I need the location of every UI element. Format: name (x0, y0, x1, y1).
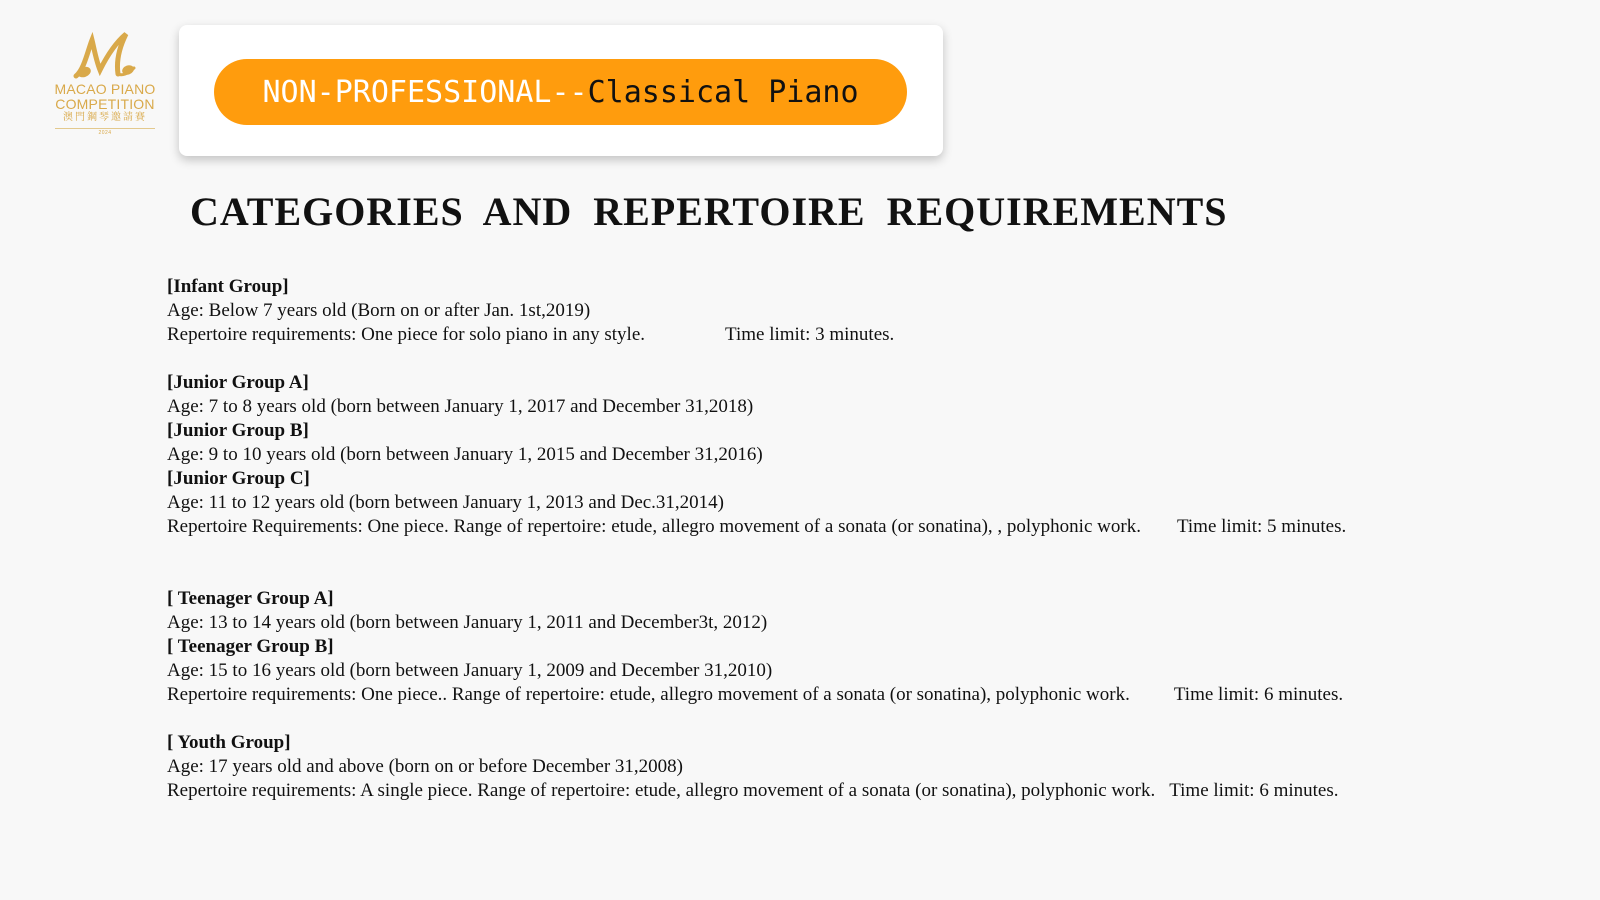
page-title: CATEGORIES AND REPERTOIRE REQUIREMENTS (190, 189, 1228, 234)
junior-group-repertoire: Repertoire Requirements: One piece. Range of repertoire: etude, allegro movement of a sonata (or sonatina), , polyphonic work. (167, 516, 1141, 537)
junior-group-b-heading: [Junior Group B] (167, 420, 309, 441)
logo-divider (55, 128, 155, 129)
junior-group-b-age: Age: 9 to 10 years old (born between January 1, 2015 and December 31,2016) (167, 444, 763, 465)
youth-group-repertoire-line (167, 779, 1587, 803)
category-banner-level: NON-PROFESSIONAL-- (262, 74, 588, 110)
logo-chinese-text: 澳門鋼琴邀請賽 (63, 112, 147, 123)
junior-group-c-heading: [Junior Group C] (167, 468, 310, 489)
infant-group-repertoire: Repertoire requirements: One piece for solo piano in any style. (167, 324, 646, 345)
logo-small-text: 2024 (98, 130, 112, 136)
junior-group-time-limit: Time limit: 5 minutes. (1176, 516, 1347, 537)
infant-group-repertoire-line (167, 323, 1587, 347)
infant-group-time-limit: Time limit: 3 minutes. (725, 324, 895, 345)
spacer (167, 707, 1587, 731)
header-card (179, 25, 943, 156)
teenager-group-a-age: Age: 13 to 14 years old (born between January 1, 2011 and December3t, 2012) (167, 612, 768, 633)
category-banner-instrument: Classical Piano (587, 74, 859, 110)
teenager-group-time-limit: Time limit: 6 minutes. (1173, 684, 1344, 705)
spacer (167, 347, 1587, 371)
infant-group-heading: [Infant Group] (167, 276, 289, 297)
youth-group-time-limit: Time limit: 6 minutes. (1169, 780, 1339, 801)
spacer (167, 539, 1587, 587)
teenager-group-b-age: Age: 15 to 16 years old (born between January 1, 2009 and December 31,2010) (167, 660, 773, 681)
junior-group-a-heading: [Junior Group A] (167, 372, 309, 393)
teenager-group-repertoire: Repertoire requirements: One piece.. Range of repertoire: etude, allegro movement of a sonata (or sonatina), polyphonic work. (167, 684, 1130, 705)
youth-group-age: Age: 17 years old and above (born on or before December 31,2008) (167, 756, 683, 777)
youth-group-repertoire: Repertoire requirements: A single piece. Range of repertoire: etude, allegro movement of a sonata (or sonatina), polyphonic work. (167, 780, 1156, 801)
logo-text-line2: COMPETITION (55, 96, 155, 112)
competition-logo (52, 30, 158, 142)
junior-group-a-age: Age: 7 to 8 years old (born between January 1, 2017 and December 31,2018) (167, 396, 754, 417)
junior-group-repertoire-line (167, 515, 1587, 539)
infant-group-age: Age: Below 7 years old (Born on or after Jan. 1st,2019) (167, 300, 591, 321)
requirements-content (167, 275, 1587, 803)
teenager-group-repertoire-line (167, 683, 1587, 707)
teenager-group-b-heading: [ Teenager Group B] (167, 636, 334, 657)
junior-group-c-age: Age: 11 to 12 years old (born between January 1, 2013 and Dec.31,2014) (167, 492, 725, 513)
teenager-group-a-heading: [ Teenager Group A] (167, 588, 334, 609)
youth-group-heading: [ Youth Group] (167, 732, 291, 753)
m-monogram-icon (70, 30, 140, 82)
category-banner (214, 59, 907, 125)
logo-text-line1: MACAO PIANO (54, 81, 156, 97)
